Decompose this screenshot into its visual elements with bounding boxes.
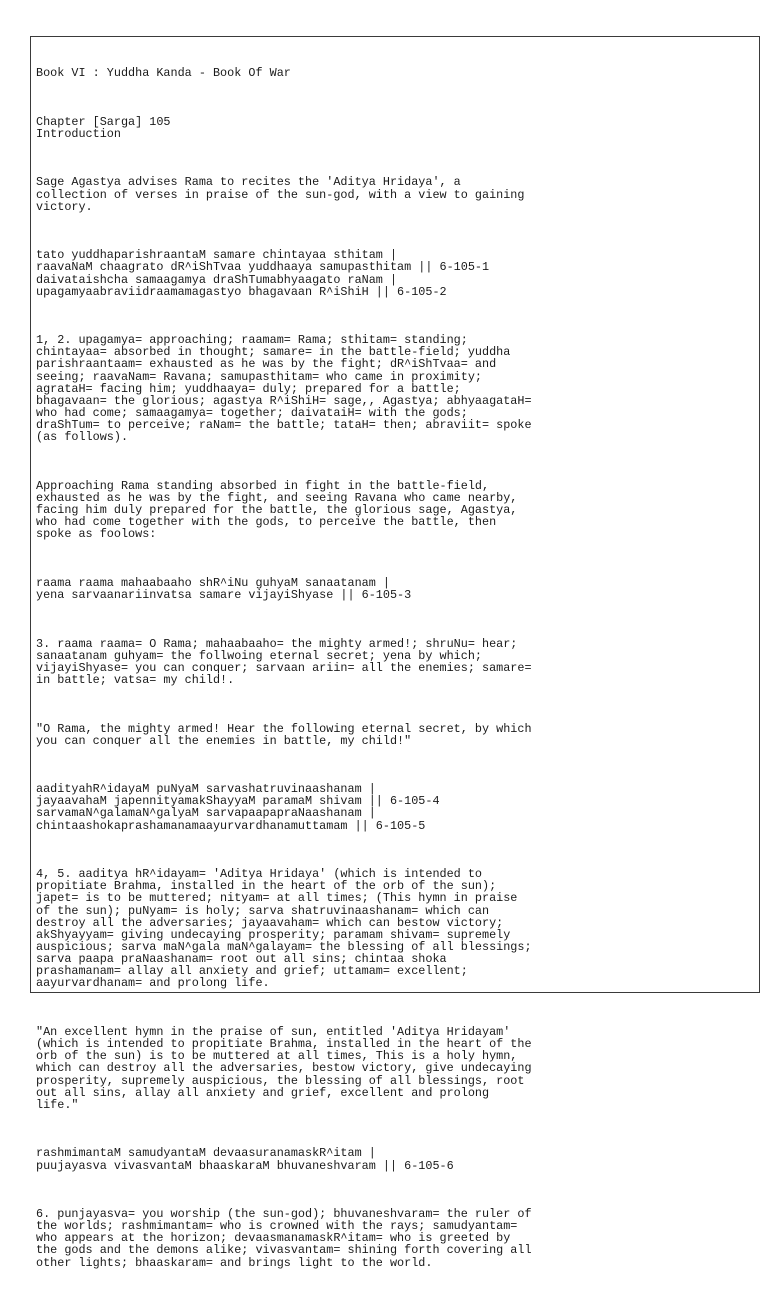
book-title: Book VI : Yuddha Kanda - Book Of War (36, 66, 291, 81)
document-page (30, 36, 760, 1270)
verse-block: aadityahR^idayaM puNyaM sarvashatruvinaashanam | jayaavahaM japennityamakShayyaM paramaM shivam || 6-105-4 sarvamaN^galamaN^galyaM sarvapaapapraNaashanam | chintaashokaprashamanamaayurvardhanamuttamam || 6-105-5 (36, 782, 440, 833)
translation-paragraph: "O Rama, the mighty armed! Hear the following eternal secret, by which you can conquer all the enemies in battle, my child!" (36, 721, 532, 748)
translation-paragraph: "An excellent hymn in the praise of sun, entitled 'Aditya Hridayam' (which is intended to propitiate Brahma, installed in the heart of the orb of the sun) is to be muttered at all times, This is a holy hymn, which can destroy all the adversaries, bestow victory, give undecaying prosperity, supremely auspicious, the blessing of all blessings, root out all sins, allay all anxiety and grief, excellent and prolong life." (36, 1024, 532, 1112)
word-meaning-paragraph: 3. raama raama= O Rama; mahaabaaho= the mighty armed!; shruNu= hear; sanaatanam guhyam= the follwoing eternal secret; yena by which; vijayiShyase= you can conquer; sarvaan ariin= all the enemies; samare= in battle; vatsa= my child!. (36, 636, 532, 688)
word-meaning-paragraph: 4, 5. aaditya hR^idayam= 'Aditya Hridaya' (which is intended to propitiate Brahma, installed in the heart of the orb of the sun); japet= is to be muttered; nityam= at all times; (This hymn in praise of the sun); puNyam= is holy; sarva shatruvinaashanam= which can destroy all the adversaries; jayaavaham= which can bestow victory; akShyayyam= giving undecaying prosperity; paramam shivam= supremely auspicious; sarva maN^gala maN^galayam= the blessing of all blessings; sarva paapa praNaashanam= root out all sins; chintaa shoka prashamanam= allay all anxiety and grief; uttamam= excellent; aayurvardhanam= and prolong life. (36, 867, 532, 991)
intro-paragraph: Sage Agastya advises Rama to recites the 'Aditya Hridaya', a collection of verses in praise of the sun-god, with a view to gaining victory. (36, 175, 525, 214)
document-text (36, 43, 755, 1305)
verse-block: rashmimantaM samudyantaM devaasuranamaskR^itam | puujayasva vivasvantaM bhaaskaraM bhuvaneshvaram || 6-105-6 (36, 1146, 454, 1173)
word-meaning-paragraph: 1, 2. upagamya= approaching; raamam= Rama; sthitam= standing; chintayaa= absorbed in thought; samare= in the battle-field; yuddha parishraantaam= exhausted as he was by the fight; dR^iShTvaa= and seeing; raavaNam= Ravana; samupasthitam= who came in proximity; agrataH= facing him; yuddhaaya= duly; prepared for a battle; bhagavaan= the glorious; agastya R^iShiH= sage,, Agastya; abhyaagataH= who had come; samaagamya= together; daivataiH= with the gods; draShTum= to perceive; raNam= the battle; tataH= then; abraviit= spoke (as follows). (36, 333, 532, 445)
verse-block: raama raama mahaabaaho shR^iNu guhyaM sanaatanam | yena sarvaanariinvatsa samare vijayiShyase || 6-105-3 (36, 575, 412, 603)
word-meaning-paragraph: 6. punjayasva= you worship (the sun-god); bhuvaneshvaram= the ruler of the worlds; rashmimantam= who is crowned with the rays; samudyantam= who appears at the horizon; devaasmanamaskR^itam= who is greeted by the gods and the demons alike; vivasvantam= shining forth covering all other lights; bhaaskaram= and brings light to the world. (36, 1206, 532, 1270)
chapter-heading: Chapter [Sarga] 105 Introduction (36, 114, 171, 141)
translation-paragraph: Approaching Rama standing absorbed in fight in the battle-field, exhausted as he was by the fight, and seeing Ravana who came nearby, facing him duly prepared for the battle, the glorious sage, Agastya, who had come together with the gods, to perceive the battle, then spoke as foolows: (36, 478, 518, 542)
verse-block: tato yuddhaparishraantaM samare chintayaa sthitam | raavaNaM chaagrato dR^iShTvaa yuddhaaya samupasthitam || 6-105-1 daivataishcha samaagamya draShTumabhyaagato raNam | upagamyaabraviidraamamagastyo bhagavaan R^iShiH || 6-105-2 (36, 248, 490, 299)
